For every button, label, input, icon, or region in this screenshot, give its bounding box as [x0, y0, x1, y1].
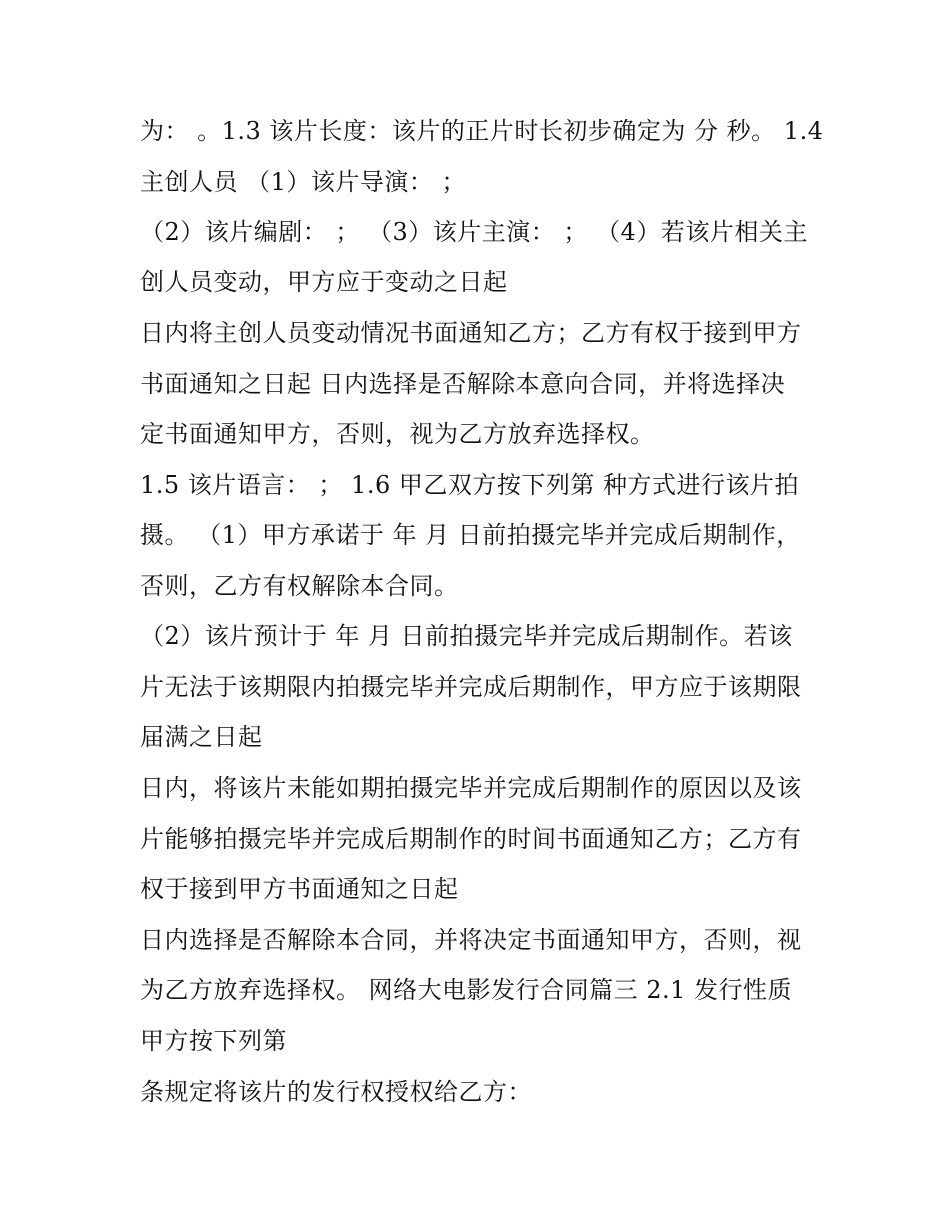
text-line: 届满之日起: [140, 723, 263, 751]
text-line: （2）该片编剧： ； （3）该片主演： ； （4）若该片相关主: [140, 218, 808, 246]
text-line: 1.5 该片语言： ； 1.6 甲乙双方按下列第 种方式进行该片拍: [140, 471, 799, 499]
text-line: 片无法于该期限内拍摄完毕并完成后期制作，甲方应于该期限: [140, 673, 802, 701]
text-line: 定书面通知甲方，否则，视为乙方放弃选择权。: [140, 420, 655, 448]
text-line: （2）该片预计于 年 月 日前拍摄完毕并完成后期制作。若该: [140, 622, 793, 650]
text-line: 摄。 （1）甲方承诺于 年 月 日前拍摄完毕并完成后期制作，: [140, 521, 801, 549]
text-line: 甲方按下列第: [140, 1027, 287, 1055]
text-line: 日内，将该片未能如期拍摄完毕并完成后期制作的原因以及该: [140, 774, 802, 802]
text-line: 权于接到甲方书面通知之日起: [140, 875, 459, 903]
text-line: 片能够拍摄完毕并完成后期制作的时间书面通知乙方；乙方有: [140, 825, 802, 853]
text-line: 为乙方放弃选择权。 网络大电影发行合同篇三 2.1 发行性质: [140, 976, 793, 1004]
text-line: 否则，乙方有权解除本合同。: [140, 572, 459, 600]
text-line: 为： 。1.3 该片长度：该片的正片时长初步确定为 分 秒。 1.4: [140, 117, 824, 145]
text-line: 书面通知之日起 日内选择是否解除本意向合同，并将选择决: [140, 370, 786, 398]
text-line: 日内选择是否解除本合同，并将决定书面通知甲方，否则，视: [140, 926, 802, 954]
text-line: 日内将主创人员变动情况书面通知乙方；乙方有权于接到甲方: [140, 319, 802, 347]
text-line: 创人员变动，甲方应于变动之日起: [140, 268, 508, 296]
text-line: 主创人员 （1）该片导演： ；: [140, 168, 467, 196]
text-line: 条规定将该片的发行权授权给乙方：: [140, 1078, 532, 1106]
